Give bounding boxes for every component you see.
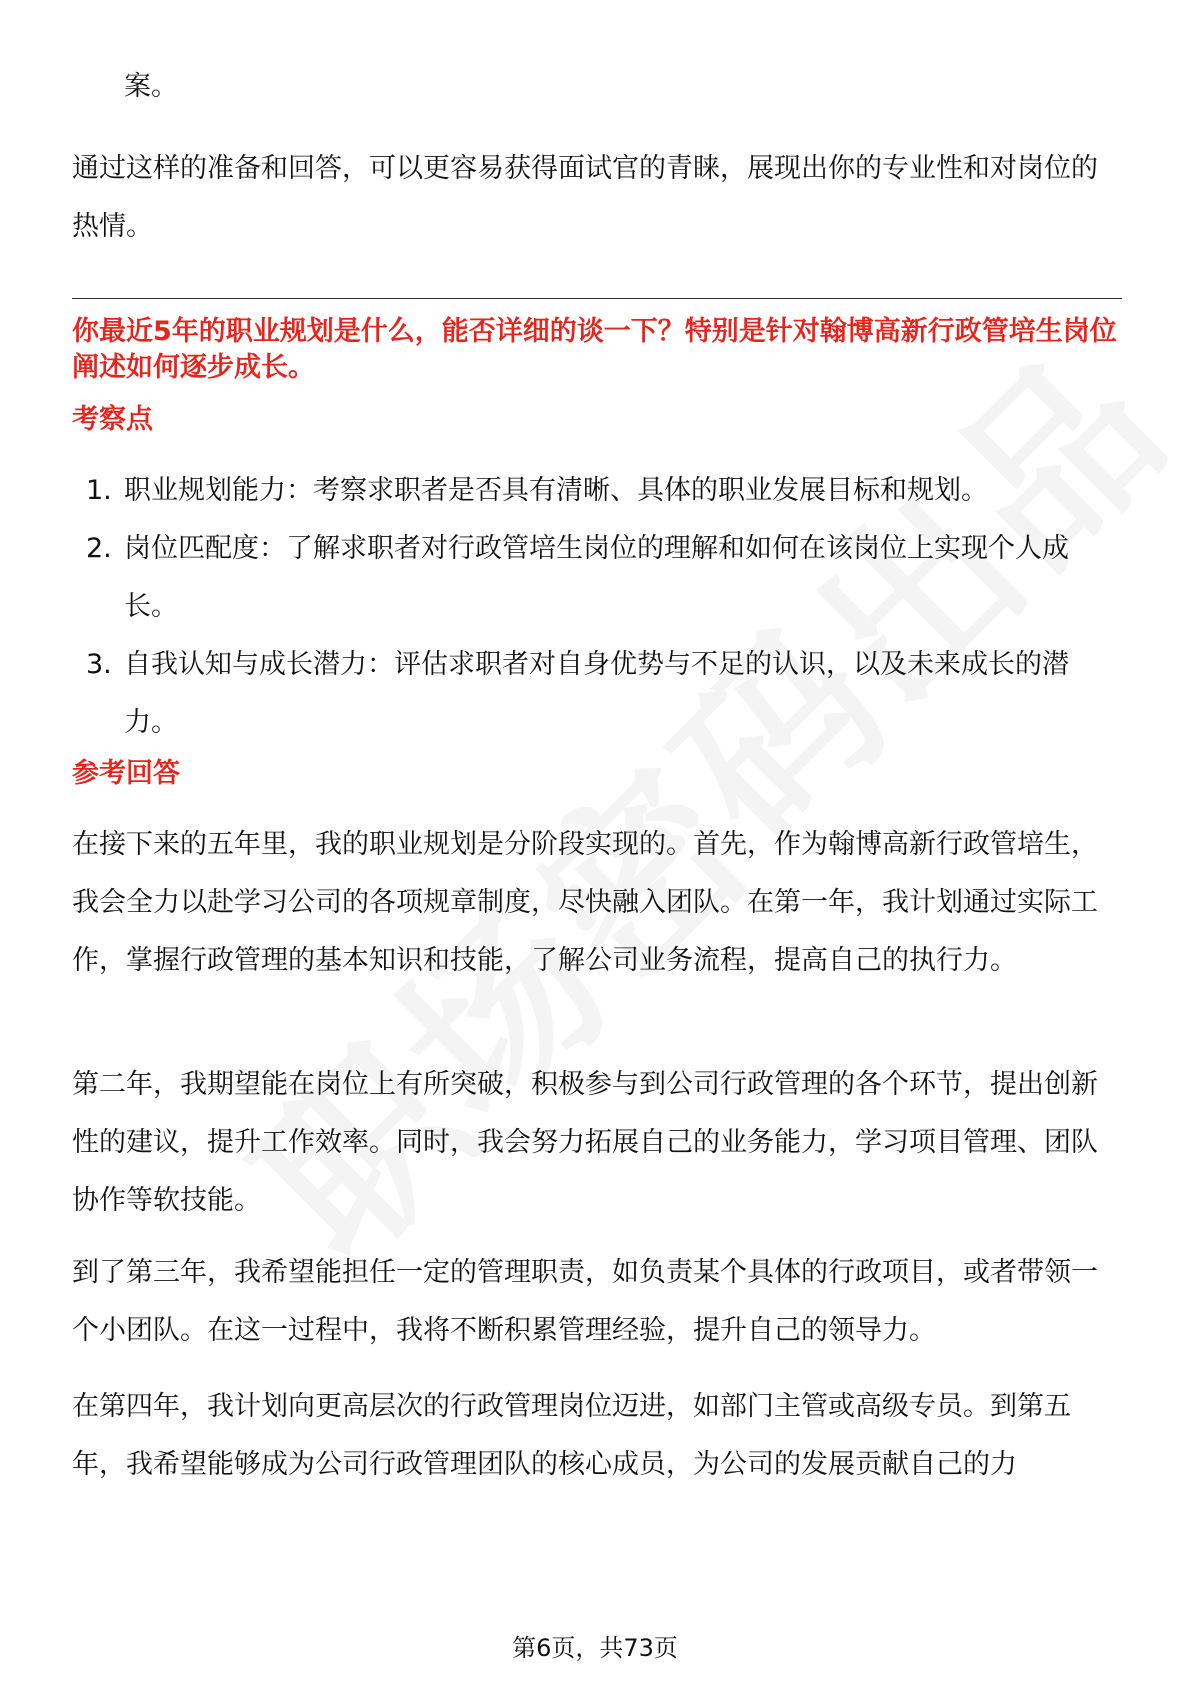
answer-paragraph: 在第四年，我计划向更高层次的行政管理岗位迈进，如部门主管或高级专员。到第五年，我希望能够成为公司行政管理团队的核心成员，为公司的发展贡献自己的力 xyxy=(72,1391,1071,1480)
page-number-footer: 第6页，共73页 xyxy=(512,1634,678,1662)
answer-paragraph: 第二年，我期望能在岗位上有所突破，积极参与到公司行政管理的各个环节，提出创新性的建议，提升工作效率。同时，我会努力拓展自己的业务能力，学习项目管理、团队协作等软技能。 xyxy=(72,1069,1098,1216)
list-item-number: 3. xyxy=(86,649,112,680)
list-item-number: 1. xyxy=(86,475,112,506)
list-item-text: 职业规划能力：考察求职者是否具有清晰、具体的职业发展目标和规划。 xyxy=(124,475,988,506)
assessment-list xyxy=(72,462,1122,752)
list-item xyxy=(72,520,1122,636)
list-item xyxy=(72,636,1122,752)
list-item-text: 自我认知与成长潜力：评估求职者对自身优势与不足的认识，以及未来成长的潜力。 xyxy=(124,649,1069,738)
intro-tail-text: 案。 xyxy=(124,71,178,102)
answer-heading: 参考回答 xyxy=(72,758,180,789)
list-item-text: 岗位匹配度：了解求职者对行政管培生岗位的理解和如何在该岗位上实现个人成长。 xyxy=(124,533,1069,622)
question-heading: 你最近5年的职业规划是什么，能否详细的谈一下？特别是针对翰博高新行政管培生岗位阐述如何逐步成长。 xyxy=(72,316,1117,383)
section-divider xyxy=(72,298,1122,299)
closing-paragraph: 通过这样的准备和回答，可以更容易获得面试官的青睐，展现出你的专业性和对岗位的热情。 xyxy=(72,153,1098,242)
answer-paragraph: 在接下来的五年里，我的职业规划是分阶段实现的。首先，作为翰博高新行政管培生，我会全力以赴学习公司的各项规章制度，尽快融入团队。在第一年，我计划通过实际工作，掌握行政管理的基本知识和技能，了解公司业务流程，提高自己的执行力。 xyxy=(72,829,1098,976)
answer-paragraph: 到了第三年，我希望能担任一定的管理职责，如负责某个具体的行政项目，或者带领一个小团队。在这一过程中，我将不断积累管理经验，提升自己的领导力。 xyxy=(72,1257,1098,1346)
assessment-heading: 考察点 xyxy=(72,404,153,435)
list-item-number: 2. xyxy=(86,533,112,564)
list-item xyxy=(72,462,1122,520)
